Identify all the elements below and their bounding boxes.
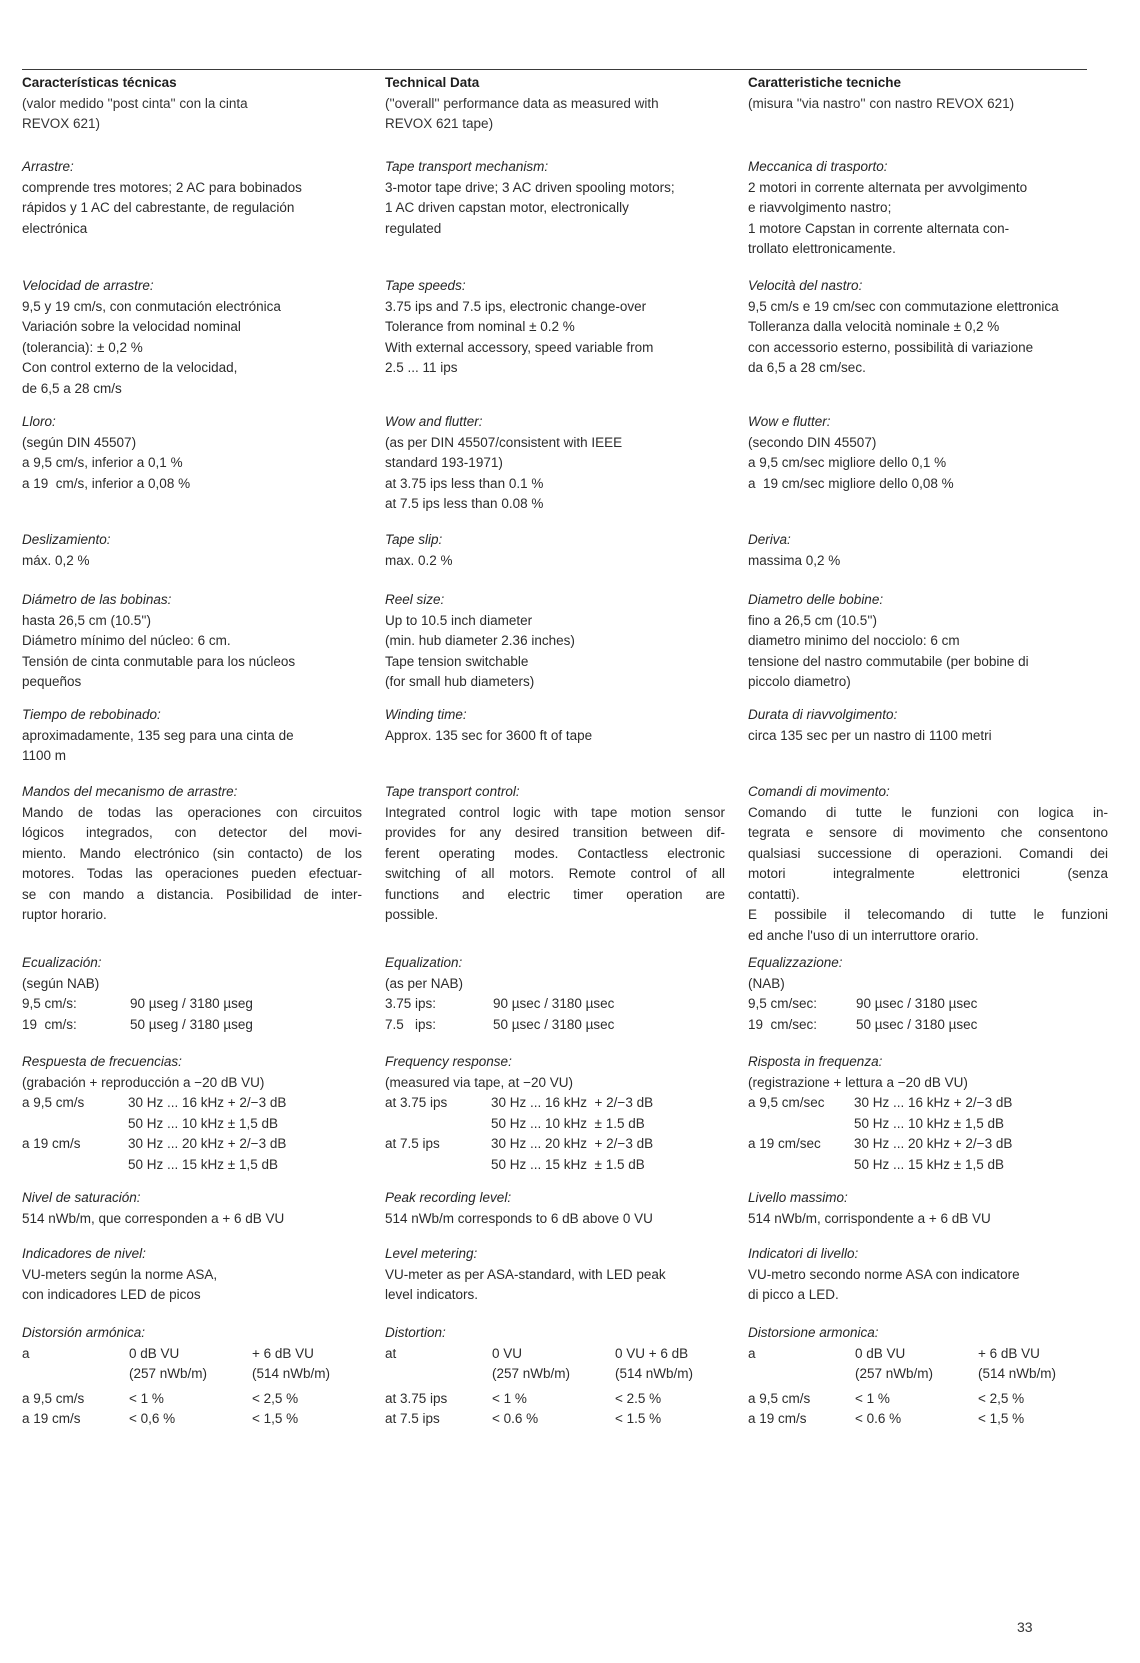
column-heading [748,73,1108,114]
section-reel [22,590,362,693]
distortion-cell: < 1 % [855,1390,890,1406]
section-title: Tape transport mechanism: [385,159,549,174]
section-line: 514 nWb/m, que corresponden a + 6 dB VU [22,1210,285,1226]
section-transport [748,157,1108,260]
section-line: a 19 cm/sec migliore dello 0,08 % [748,475,954,491]
section-title: Ecualización: [22,955,102,970]
section-peak [22,1188,362,1229]
eq-cell: 19 cm/s: [22,1016,77,1032]
section-line: max. 0.2 % [385,552,453,568]
distortion-subheader [748,1364,855,1385]
section-title: Distorsión armónica: [22,1325,146,1340]
freq-cell: at 3.75 ips [385,1095,448,1110]
section-reel [748,590,1108,693]
freq-cell [748,1155,854,1176]
section-wow [22,412,362,494]
section-eq [22,953,362,1035]
section-line: With external accessory, speed variable from [385,339,654,355]
section-title: Livello massimo: [748,1190,848,1205]
section-line: (min. hub diameter 2.36 inches) [385,633,575,648]
distortion-cell: < 1,5 % [978,1411,1025,1426]
section-line: tegrata e sensore di movimento che consentono [748,825,1108,840]
freq-cell [385,1114,491,1135]
section-title: Level metering: [385,1246,478,1261]
distortion-header: at [385,1345,397,1361]
section-line: fino a 26,5 cm (10.5'') [748,612,877,628]
section-line: 514 nWb/m corresponds to 6 dB above 0 VU [385,1210,653,1226]
section-line: máx. 0,2 % [22,552,90,568]
freq-cell: 50 Hz ... 10 kHz ± 1.5 dB [491,1115,645,1131]
eq-cell: 50 µsec / 3180 µsec [856,1016,978,1032]
section-title: Winding time: [385,707,467,722]
section-line: circa 135 sec per un nastro di 1100 metri [748,727,992,743]
distortion-cell: a 9,5 cm/s [22,1390,85,1406]
section-line: (tolerancia): ± 0,2 % [22,339,143,355]
freq-cell: a 9,5 cm/sec [748,1095,825,1110]
section-line: ed anche l'uso di un interruttore orario. [748,927,979,943]
section-title: Diámetro de las bobinas: [22,592,172,607]
section-control [748,782,1108,946]
section-dist [748,1323,1108,1430]
column-subtitle-line: (misura ''via nastro'' con nastro REVOX 621) [748,95,1015,111]
section-meter [385,1244,725,1306]
section-line: e riavvolgimento nastro; [748,200,892,215]
section-wow [748,412,1108,494]
section-line: 1 motore Capstan in corrente alternata con- [748,220,1010,236]
section-meter [22,1244,362,1306]
freq-cell: 50 Hz ... 15 kHz ± 1,5 dB [128,1156,278,1172]
section-line: aproximadamente, 135 seg para una cinta de [22,727,294,743]
section-dist [385,1323,725,1430]
section-line: di picco a LED. [748,1287,839,1302]
section-line: da 6,5 a 28 cm/sec. [748,360,866,375]
section-line: contatti). [748,886,800,902]
section-line: 9,5 cm/s e 19 cm/sec con commutazione elettronica [748,298,1059,314]
section-title: Indicadores de nivel: [22,1246,146,1261]
section-line: pequeños [22,674,82,689]
section-line: con indicadores LED de picos [22,1287,201,1302]
section-line: at 7.5 ips less than 0.08 % [385,496,544,511]
distortion-cell: < 1 % [129,1390,164,1406]
section-title: Distorsione armonica: [748,1325,879,1340]
section-line: piccolo diametro) [748,674,851,689]
distortion-cell: a 19 cm/s [22,1411,81,1426]
section-line: de 6,5 a 28 cm/s [22,380,122,396]
section-title: Meccanica di trasporto: [748,159,888,174]
section-title: Tape speeds: [385,278,466,293]
section-line: Tensión de cinta conmutable para los núcleos [22,653,296,669]
column-subtitle-line: (valor medido ''post cinta'' con la cinta [22,95,248,111]
distortion-cell: a 9,5 cm/s [748,1390,811,1406]
distortion-cell: < 2,5 % [252,1390,299,1406]
section-title: Frequency response: [385,1054,512,1069]
section-line: level indicators. [385,1287,479,1302]
section-line: 514 nWb/m, corrispondente a + 6 dB VU [748,1210,991,1226]
column-title: Características técnicas [22,75,177,90]
distortion-subheader: (257 nWb/m) [855,1366,934,1381]
section-line: functions and electric timer operation are [385,886,725,902]
section-line: tensione del nastro commutabile (per bobine di [748,653,1029,669]
distortion-cell: at 7.5 ips [385,1411,440,1426]
section-freq [385,1052,725,1175]
section-line: ruptor horario. [22,907,107,922]
eq-table [748,994,1108,1035]
distortion-cell: < 0.6 % [855,1411,902,1426]
section-slip [22,530,362,571]
distortion-subheader: (514 nWb/m) [615,1366,694,1381]
section-title: Deriva: [748,532,791,547]
section-title: Equalizzazione: [748,955,843,970]
freq-cell: 30 Hz ... 20 kHz + 2/−3 dB [491,1136,654,1151]
section-winding [22,705,362,767]
section-line: Up to 10.5 inch diameter [385,612,533,628]
distortion-header: 0 VU [492,1345,523,1361]
section-line: massima 0,2 % [748,552,841,568]
section-title: Lloro: [22,414,56,429]
distortion-cell: < 2,5 % [978,1390,1025,1406]
distortion-header: 0 dB VU [855,1345,906,1361]
column-title: Technical Data [385,75,480,90]
distortion-subheader: (514 nWb/m) [252,1366,331,1381]
section-title: Durata di riavvolgimento: [748,707,898,722]
section-line: VU-metro secondo norme ASA con indicatore [748,1266,1020,1282]
section-freq [22,1052,362,1175]
eq-cell: 9,5 cm/sec: [748,996,818,1011]
freq-cell: 30 Hz ... 20 kHz + 2/−3 dB [854,1136,1013,1151]
section-transport [22,157,362,239]
section-line: 1100 m [22,748,67,763]
distortion-cell: < 1 % [492,1390,527,1406]
section-note: (grabación + reproducción a −20 dB VU) [22,1074,265,1090]
distortion-header: + 6 dB VU [978,1345,1040,1361]
section-line: (as per DIN 45507/consistent with IEEE [385,434,623,450]
freq-cell: at 7.5 ips [385,1136,440,1151]
section-line: a 9,5 cm/sec migliore dello 0,1 % [748,455,947,470]
section-eq [385,953,725,1035]
section-note: (según NAB) [22,975,100,991]
eq-cell: 3.75 ips: [385,996,437,1011]
section-wow [385,412,725,515]
section-line: con accessorio esterno, possibilità di variazione [748,339,1034,355]
section-winding [748,705,1108,746]
section-control [385,782,725,926]
section-line: motores. Todas las operaciones pueden efectuar- [22,866,362,881]
section-title: Tape slip: [385,532,443,547]
section-line: diametro minimo del nocciolo: 6 cm [748,633,960,648]
eq-table [385,994,725,1035]
freq-table [385,1093,725,1175]
section-dist [22,1323,362,1430]
section-line: Tolerance from nominal ± 0.2 % [385,319,575,334]
section-title: Deslizamiento: [22,532,111,547]
eq-cell: 19 cm/sec: [748,1016,818,1032]
section-line: miento. Mando electrónico (sin contacto) de los [22,845,362,861]
section-line: standard 193-1971) [385,455,503,470]
distortion-subheader: (257 nWb/m) [129,1366,208,1381]
section-line: 3-motor tape drive; 3 AC driven spooling motors; [385,179,675,195]
section-title: Risposta in frequenza: [748,1054,883,1069]
distortion-cell: a 19 cm/s [748,1411,807,1426]
section-line: 2 motori in corrente alternata per avvolgimento [748,179,1028,195]
eq-cell: 90 µsec / 3180 µsec [856,996,978,1011]
freq-cell: 50 Hz ... 10 kHz ± 1,5 dB [854,1115,1004,1131]
section-line: (según DIN 45507) [22,434,137,450]
freq-cell: 30 Hz ... 16 kHz + 2/−3 dB [491,1095,654,1110]
freq-table [22,1093,362,1175]
section-line: VU-meters según la norme ASA, [22,1266,218,1282]
section-line: VU-meter as per ASA-standard, with LED peak [385,1266,666,1282]
section-line: a 19 cm/s, inferior a 0,08 % [22,475,191,491]
freq-cell: 30 Hz ... 20 kHz + 2/−3 dB [128,1136,287,1151]
section-speeds [748,276,1108,379]
section-title: Wow and flutter: [385,414,483,429]
section-winding [385,705,725,746]
section-title: Velocidad de arrastre: [22,278,154,293]
section-line: Variación sobre la velocidad nominal [22,319,241,334]
distortion-subheader [385,1364,492,1385]
distortion-cell: < 2.5 % [615,1390,662,1406]
distortion-cell: at 3.75 ips [385,1390,448,1406]
section-line: regulated [385,220,442,236]
column-it [748,73,1108,1426]
section-title: Reel size: [385,592,445,607]
top-rule [22,69,1087,70]
section-line: (for small hub diameters) [385,674,535,689]
section-line: E possibile il telecomando di tutte le funzioni [748,907,1108,922]
column-title: Caratteristiche tecniche [748,75,902,90]
freq-cell: 50 Hz ... 15 kHz ± 1.5 dB [491,1156,645,1172]
freq-cell: 50 Hz ... 15 kHz ± 1,5 dB [854,1156,1004,1172]
section-title: Distortion: [385,1325,446,1340]
distortion-table [22,1344,362,1430]
section-line: provides for any desired transition between dif- [385,825,725,840]
section-line: trollato elettronicamente. [748,241,896,256]
section-title: Tiempo de rebobinado: [22,707,161,722]
section-title: Nivel de saturación: [22,1190,141,1205]
section-peak [748,1188,1108,1229]
section-line: comprende tres motores; 2 AC para bobinados [22,179,302,195]
eq-cell: 7.5 ips: [385,1016,437,1032]
section-line: Diámetro mínimo del núcleo: 6 cm. [22,633,231,648]
column-subtitle-line: REVOX 621 tape) [385,116,494,131]
eq-cell: 50 µseg / 3180 µseg [130,1016,253,1032]
section-line: at 3.75 ips less than 0.1 % [385,475,544,491]
section-slip [748,530,1108,571]
distortion-header: a [22,1345,30,1361]
distortion-header: a [748,1345,756,1361]
distortion-table [748,1344,1108,1430]
column-heading [385,73,725,135]
section-transport [385,157,725,239]
section-note: (NAB) [748,975,785,991]
section-speeds [22,276,362,399]
freq-cell: a 19 cm/s [22,1136,81,1151]
column-subtitle-line: (''overall'' performance data as measured with [385,95,659,111]
section-line: 3.75 ips and 7.5 ips, electronic change-over [385,298,647,314]
section-line: 2.5 ... 11 ips [385,360,458,375]
section-note: (registrazione + lettura a −20 dB VU) [748,1074,968,1090]
freq-cell [22,1114,128,1135]
section-line: ferent operating modes. Contactless electronic [385,845,725,861]
freq-cell: a 9,5 cm/s [22,1095,85,1110]
section-eq [748,953,1108,1035]
section-title: Equalization: [385,955,463,970]
freq-cell [748,1114,854,1135]
section-line: se con mando a distancia. Posibilidad de inter- [22,886,362,902]
distortion-cell: < 0.6 % [492,1411,539,1426]
distortion-subheader [22,1364,129,1385]
page-number: 33 [1017,1619,1033,1635]
section-line: rápidos y 1 AC del cabrestante, de regulación [22,200,295,215]
section-line: Mando de todas las operaciones con circuitos [22,804,362,820]
section-line: 1 AC driven capstan motor, electronically [385,200,629,215]
eq-cell: 90 µsec / 3180 µsec [493,996,615,1011]
section-line: lógicos integrados, con detector del movi- [22,825,362,840]
column-subtitle-line: REVOX 621) [22,116,101,131]
section-line: Tolleranza dalla velocità nominale ± 0,2 % [748,319,1000,334]
section-title: Velocità del nastro: [748,278,863,293]
freq-cell [22,1155,128,1176]
distortion-subheader: (257 nWb/m) [492,1366,571,1381]
section-title: Mandos del mecanismo de arrastre: [22,784,238,799]
section-slip [385,530,725,571]
section-line: qualsiasi successione di operazioni. Comandi dei [748,845,1108,861]
section-note: (as per NAB) [385,975,464,991]
section-line: hasta 26,5 cm (10.5'') [22,612,151,628]
section-note: (measured via tape, at −20 VU) [385,1074,573,1090]
section-freq [748,1052,1108,1175]
freq-cell [385,1155,491,1176]
column-es [22,73,362,1426]
section-meter [748,1244,1108,1306]
eq-cell: 50 µsec / 3180 µsec [493,1016,615,1032]
distortion-cell: < 1.5 % [615,1411,662,1426]
freq-table [748,1093,1108,1175]
distortion-header: + 6 dB VU [252,1345,314,1361]
section-line: electrónica [22,220,88,236]
freq-cell: 30 Hz ... 16 kHz + 2/−3 dB [854,1095,1013,1110]
section-line: 9,5 y 19 cm/s, con conmutación electrónica [22,298,281,314]
section-line: Tape tension switchable [385,653,529,669]
eq-table [22,994,362,1035]
section-line: Approx. 135 sec for 3600 ft of tape [385,727,593,743]
distortion-subheader: (514 nWb/m) [978,1366,1057,1381]
distortion-cell: < 1,5 % [252,1411,299,1426]
freq-cell: 30 Hz ... 16 kHz + 2/−3 dB [128,1095,287,1110]
freq-cell: a 19 cm/sec [748,1136,821,1151]
section-line: possible. [385,907,439,922]
column-heading [22,73,362,135]
section-reel [385,590,725,693]
column-en [385,73,725,1426]
eq-cell: 9,5 cm/s: [22,996,77,1011]
section-line: switching of all motors. Remote control of all [385,866,725,881]
section-title: Peak recording level: [385,1190,512,1205]
section-title: Tape transport control: [385,784,520,799]
section-title: Respuesta de frecuencias: [22,1054,182,1069]
distortion-header: 0 VU + 6 dB [615,1345,689,1361]
freq-cell: 50 Hz ... 10 kHz ± 1,5 dB [128,1115,278,1131]
distortion-header: 0 dB VU [129,1345,180,1361]
section-title: Wow e flutter: [748,414,831,429]
section-line: a 9,5 cm/s, inferior a 0,1 % [22,455,183,470]
section-line: (secondo DIN 45507) [748,434,877,450]
section-line: motori integralmente elettronici (senza [748,866,1108,881]
section-title: Comandi di movimento: [748,784,890,799]
section-line: Comando di tutte le funzioni con logica in- [748,804,1108,820]
distortion-cell: < 0,6 % [129,1411,176,1426]
section-line: Con control externo de la velocidad, [22,360,238,375]
section-title: Indicatori di livello: [748,1246,859,1261]
section-line: Integrated control logic with tape motion sensor [385,804,725,820]
section-speeds [385,276,725,379]
eq-cell: 90 µseg / 3180 µseg [130,996,253,1011]
section-peak [385,1188,725,1229]
section-control [22,782,362,926]
section-title: Diametro delle bobine: [748,592,884,607]
section-title: Arrastre: [22,159,74,174]
distortion-table [385,1344,725,1430]
